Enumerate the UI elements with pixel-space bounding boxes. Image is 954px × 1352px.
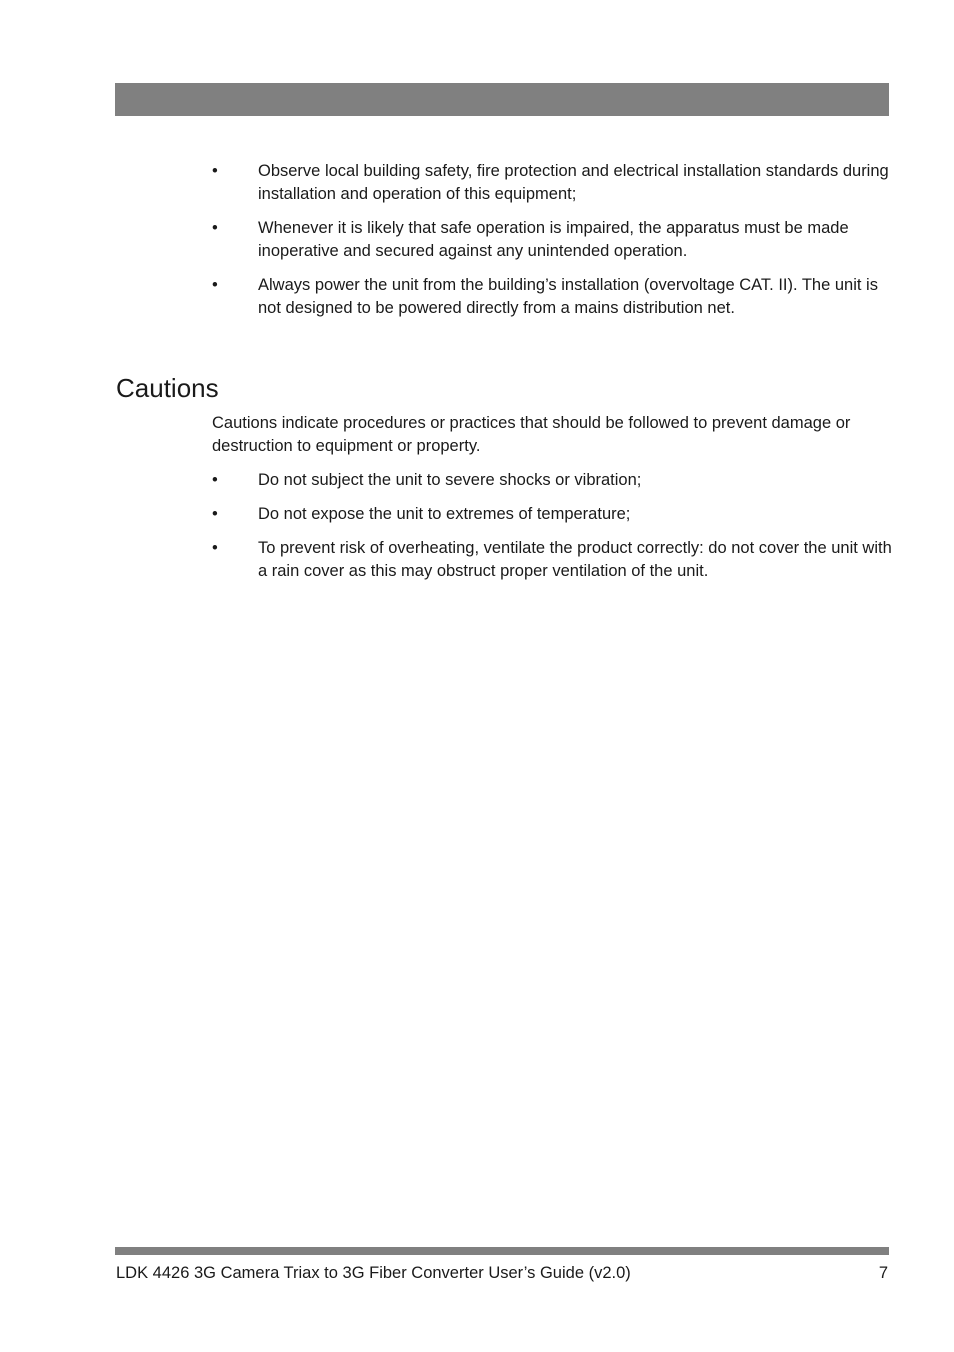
safety-bullet-list: [212, 160, 892, 320]
bullet-icon: •: [212, 471, 218, 489]
bullet-text: Do not subject the unit to severe shocks or vibration;: [258, 471, 642, 489]
list-item: [212, 537, 892, 583]
list-item: [212, 503, 892, 526]
bullet-icon: •: [212, 276, 218, 294]
footer-document-title: LDK 4426 3G Camera Triax to 3G Fiber Converter User’s Guide (v2.0): [116, 1264, 631, 1282]
bullet-text: Always power the unit from the building’s installation (overvoltage CAT. II). The unit is not designed to be powered directly from a mains distribution net.: [258, 276, 878, 317]
footer-rule: [115, 1247, 889, 1255]
bullet-text: To prevent risk of overheating, ventilate the product correctly: do not cover the unit with a rain cover as this may obstruct proper ventilation of the unit.: [258, 539, 892, 580]
safety-list-container: [212, 160, 892, 331]
bullet-text: Observe local building safety, fire protection and electrical installation standards during installation and operation of this equipment;: [258, 162, 889, 203]
list-item: [212, 274, 892, 320]
bullet-icon: •: [212, 505, 218, 523]
page-number: 7: [878, 1264, 888, 1282]
bullet-text: Whenever it is likely that safe operation is impaired, the apparatus must be made inoperative and secured against any unintended operation.: [258, 219, 849, 260]
cautions-bullet-list: [212, 469, 892, 583]
section-title-cautions: Cautions: [116, 373, 219, 403]
list-item: [212, 160, 892, 206]
cautions-section: [212, 412, 892, 594]
bullet-text: Do not expose the unit to extremes of temperature;: [258, 505, 631, 523]
list-item: [212, 469, 892, 492]
cautions-intro: Cautions indicate procedures or practices that should be followed to prevent damage or destruction to equipment or property.: [212, 414, 851, 455]
header-rule: [115, 83, 889, 116]
bullet-icon: •: [212, 162, 218, 180]
bullet-icon: •: [212, 539, 218, 557]
bullet-icon: •: [212, 219, 218, 237]
list-item: [212, 217, 892, 263]
